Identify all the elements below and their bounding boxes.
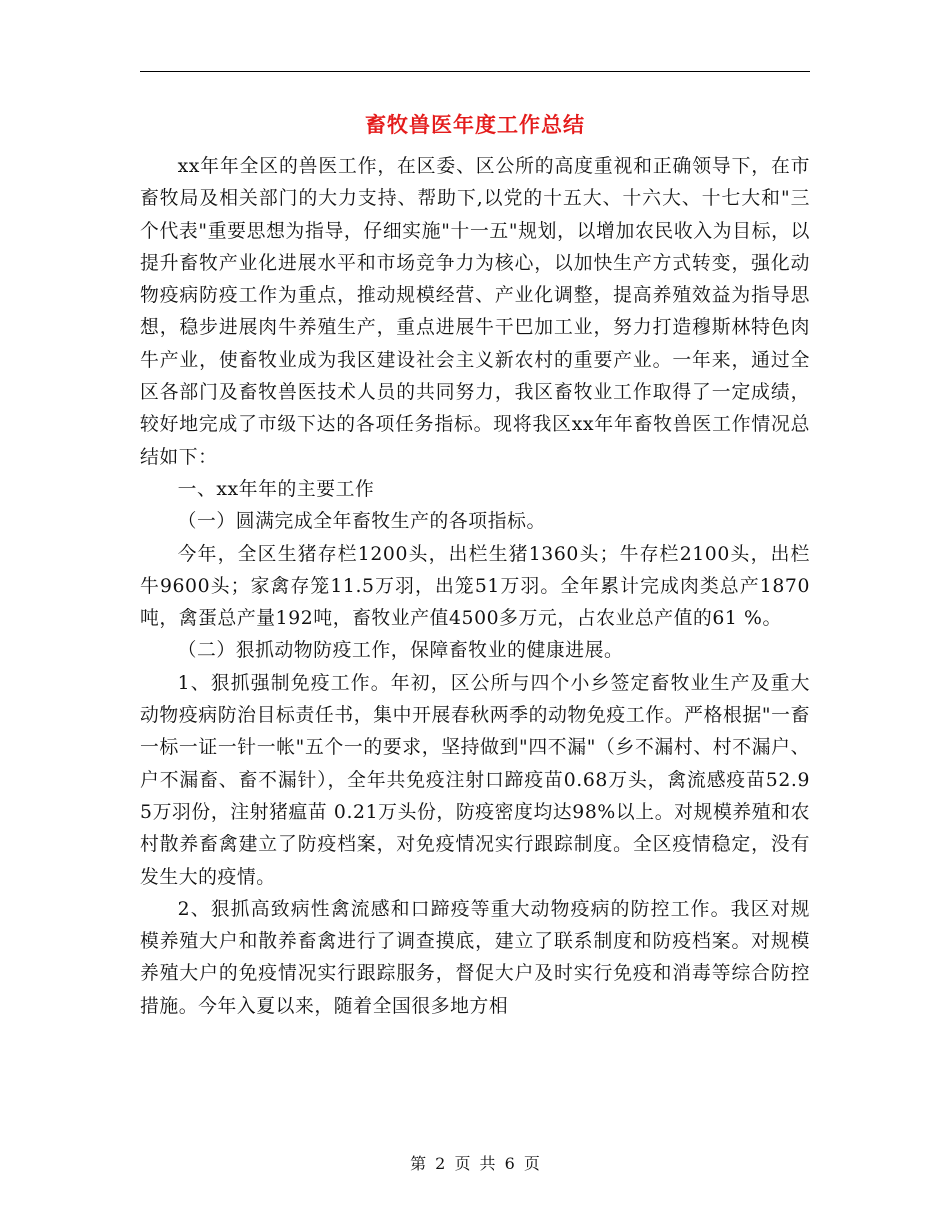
subsection-heading-epidemic: （二）狠抓动物防疫工作，保障畜牧业的健康进展。 xyxy=(177,640,624,662)
page-number: 第 2 页 共 6 页 xyxy=(410,1154,540,1173)
paragraph-intro: xx年年全区的兽医工作，在区委、区公所的高度重视和正确领导下，在市畜牧局及相关部门的大力支持、帮助下,以党的十五大、十六大、十七大和"三个代表"重要思想为指导，仔细实施"十一五"规划，以增加农民收入为目标，以提升畜牧产业化进展水平和市场竞争力为核心，以加快生产方式转变，强化动物疫病防疫工作为重点，推动规模经营、产业化调整，提高养殖效益为指导思想，稳步进展肉牛养殖生产，重点进展牛干巴加工业，努力打造穆斯林特色肉牛产业，使畜牧业成为我区建设社会主义新农村的重要产业。一年来，通过全区各部门及畜牧兽医技术人员的共同努力，我区畜牧业工作取得了一定成绩，较好地完成了市级下达的各项任务指标。现将我区xx年年畜牧兽医工作情况总结如下： xyxy=(140,156,810,468)
document-title: 畜牧兽医年度工作总结 xyxy=(365,112,585,137)
subsection-heading-production: （一）圆满完成全年畜牧生产的各项指标。 xyxy=(177,511,546,533)
paragraph-disease-control: 2、狠抓高致病性禽流感和口蹄疫等重大动物疫病的防控工作。我区对规模养殖大户和散养畜禽进行了调查摸底，建立了联系制度和防疫档案。对规模养殖大户的免疫情况实行跟踪服务，督促大户及时实行免疫和消毒等综合防控措施。今年入夏以来，随着全国很多地方相 xyxy=(140,898,810,1017)
paragraph-production-stats: 今年，全区生猪存栏1200头，出栏生猪1360头；牛存栏2100头，出栏牛9600头；家禽存笼11.5万羽，出笼51万羽。全年累计完成肉类总产1870吨，禽蛋总产量192吨，畜牧业产值4500多万元，占农业总产值的61 %。 xyxy=(140,543,810,630)
header-rule xyxy=(140,71,810,72)
paragraph-immunization: 1、狠抓强制免疫工作。年初，区公所与四个小乡签定畜牧业生产及重大动物疫病防治目标责任书，集中开展春秋两季的动物免疫工作。严格根据"一畜一标一证一针一帐"五个一的要求，坚持做到"四不漏"（乡不漏村、村不漏户、户不漏畜、畜不漏针），全年共免疫注射口蹄疫苗0.68万头，禽流感疫苗52.95万羽份，注射猪瘟苗 0.21万头份，防疫密度均达98%以上。对规模养殖和农村散养畜禽建立了防疫档案，对免疫情况实行跟踪制度。全区疫情稳定，没有发生大的疫情。 xyxy=(140,672,810,888)
section-heading-main-work: 一、xx年年的主要工作 xyxy=(177,478,375,500)
document-body xyxy=(140,151,810,1023)
